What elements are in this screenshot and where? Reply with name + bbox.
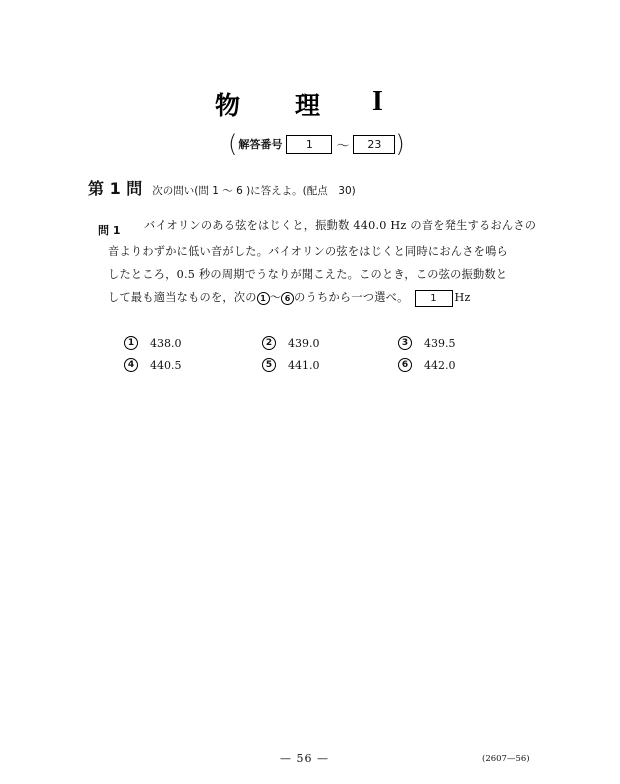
- choice-item: [398, 358, 456, 372]
- choice-number: 2: [262, 336, 276, 350]
- choice-ref-first: 1: [257, 292, 270, 305]
- question-body: [108, 240, 508, 309]
- document-code: (2607—56): [482, 754, 530, 764]
- choice-value: 442.0: [424, 358, 456, 372]
- section-label: 第 1 問: [88, 179, 143, 198]
- choice-number: 6: [398, 358, 412, 372]
- choice-value: 438.0: [150, 336, 182, 350]
- question-label: 問 1: [98, 224, 121, 237]
- section-header: [88, 176, 356, 199]
- question-line-4-text: して最も適当なものを，次の: [108, 291, 257, 304]
- close-paren: ): [395, 130, 405, 158]
- question-line-2: 音よりわずかに低い音がした。バイオリンの弦をはじくと同時におんさを鳴ら: [108, 245, 508, 258]
- choice-value: 439.5: [424, 336, 456, 350]
- title-numeral: I: [372, 86, 383, 117]
- choice-value: 441.0: [288, 358, 320, 372]
- choice-item: [262, 358, 320, 372]
- page-number: — 56 —: [280, 752, 329, 765]
- answer-number-range: [228, 131, 405, 157]
- choice-number: 3: [398, 336, 412, 350]
- open-paren: (: [228, 130, 238, 158]
- choice-item: [124, 358, 182, 372]
- answer-range-tilde: 〜: [336, 138, 350, 154]
- choice-ref-last: 6: [281, 292, 294, 305]
- choice-number: 5: [262, 358, 276, 372]
- choice-value: 440.5: [150, 358, 182, 372]
- choice-value: 439.0: [288, 336, 320, 350]
- section-instruction: 次の問い(問 1 〜 6 )に答えよ。(配点 30): [152, 185, 356, 197]
- answer-unit: Hz: [454, 291, 471, 304]
- question-line-1: バイオリンのある弦をはじくと，振動数 440.0 Hz の音を発生するおんさの: [144, 219, 537, 232]
- choice-item: [262, 336, 320, 350]
- choice-ref-tilde: 〜: [269, 291, 282, 304]
- choice-item: [124, 336, 182, 350]
- answer-range-label: 解答番号: [238, 138, 283, 151]
- choices-grid: [124, 336, 474, 386]
- answer-range-end-box: 23: [353, 135, 395, 154]
- answer-range-start-box: 1: [286, 135, 332, 154]
- answer-box: 1: [415, 290, 453, 307]
- choice-item: [398, 336, 456, 350]
- question-line-4: [108, 286, 508, 309]
- choice-number: 1: [124, 336, 138, 350]
- title-char-1: 物: [215, 91, 241, 120]
- title-char-2: 理: [295, 91, 321, 120]
- question-line-4-tail: のうちから一つ選べ。: [294, 291, 409, 304]
- choice-number: 4: [124, 358, 138, 372]
- question-line-3: したところ，0.5 秒の周期でうなりが聞こえた。このとき，この弦の振動数と: [108, 268, 508, 281]
